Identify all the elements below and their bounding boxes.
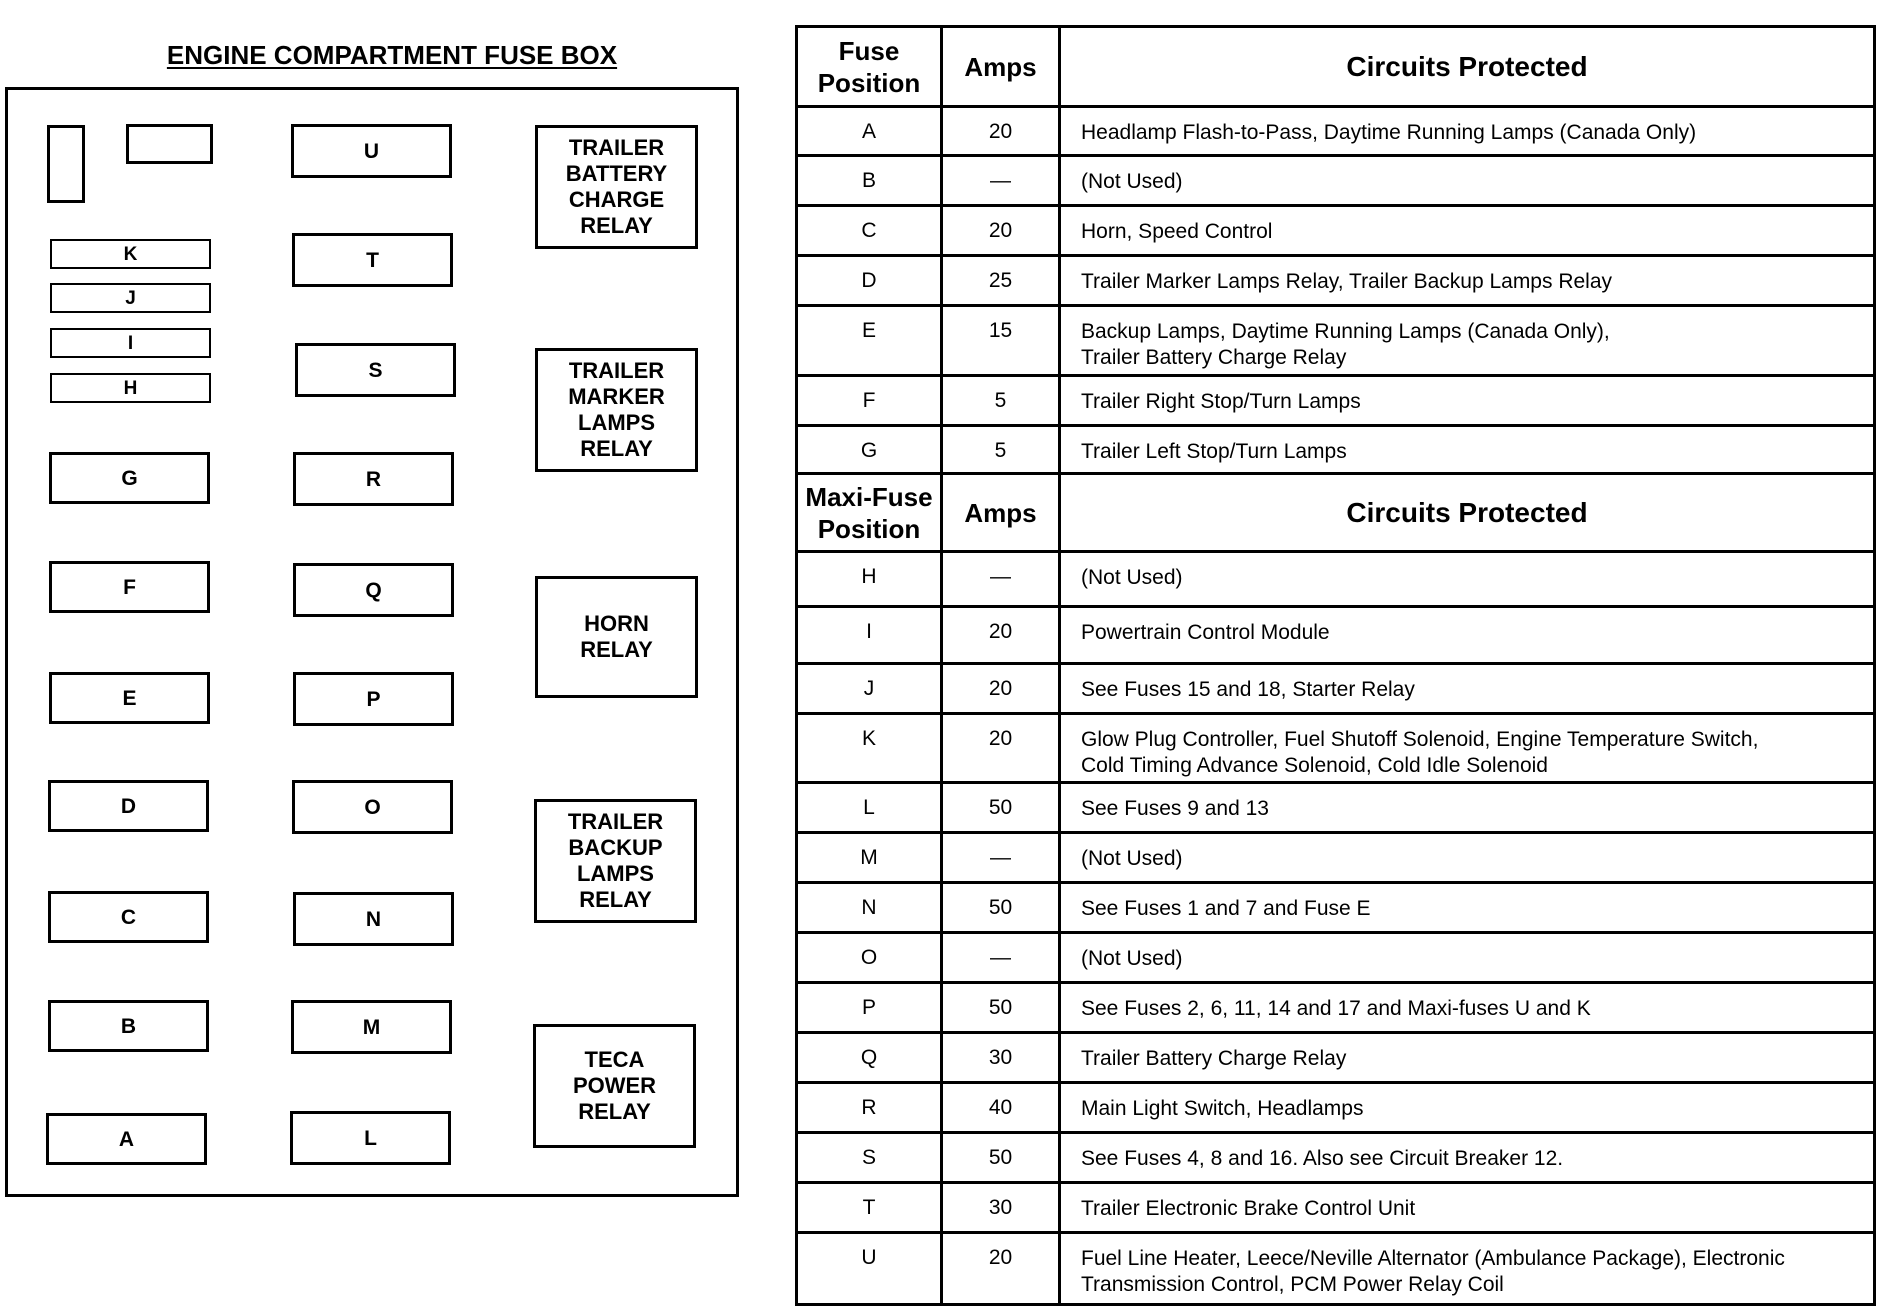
circuits-cell: (Not Used) bbox=[1060, 833, 1875, 883]
circuits-cell: Trailer Battery Charge Relay bbox=[1060, 1033, 1875, 1083]
table-row bbox=[797, 714, 1875, 783]
fuse-slot-c: C bbox=[48, 891, 209, 943]
relay-trailer-marker-lamps: TRAILER MARKER LAMPS RELAY bbox=[535, 348, 698, 472]
spare-slot-horizontal bbox=[126, 124, 213, 164]
amps-cell: — bbox=[942, 156, 1060, 206]
position-cell: A bbox=[797, 107, 942, 156]
fuse-slot-s: S bbox=[295, 343, 456, 397]
amps-cell: 50 bbox=[942, 983, 1060, 1033]
table-row bbox=[797, 306, 1875, 376]
position-cell: H bbox=[797, 552, 942, 607]
fuse-slot-d: D bbox=[48, 780, 209, 832]
table-row bbox=[797, 1133, 1875, 1183]
fuse-slot-o: O bbox=[292, 780, 453, 834]
fuse-slot-k: K bbox=[50, 239, 211, 269]
table-row bbox=[797, 256, 1875, 306]
circuits-cell: Powertrain Control Module bbox=[1060, 607, 1875, 664]
position-cell: T bbox=[797, 1183, 942, 1233]
header-circuits-protected: Circuits Protected bbox=[1060, 474, 1875, 552]
fuse-slot-e: E bbox=[49, 672, 210, 724]
amps-cell: 5 bbox=[942, 376, 1060, 426]
circuits-cell: See Fuses 2, 6, 11, 14 and 17 and Maxi-fuses U and K bbox=[1060, 983, 1875, 1033]
fuse-slot-f: F bbox=[49, 561, 210, 613]
fuse-table-header bbox=[797, 27, 1875, 107]
table-row bbox=[797, 156, 1875, 206]
table-row bbox=[797, 1183, 1875, 1233]
table-row bbox=[797, 983, 1875, 1033]
table-row bbox=[797, 1033, 1875, 1083]
amps-cell: 20 bbox=[942, 664, 1060, 714]
fuse-slot-m: M bbox=[291, 1000, 452, 1054]
spare-slot-vertical bbox=[47, 125, 85, 203]
fuse-slot-n: N bbox=[293, 892, 454, 946]
position-cell: K bbox=[797, 714, 942, 783]
fuse-slot-a: A bbox=[46, 1113, 207, 1165]
position-cell: G bbox=[797, 426, 942, 474]
table-row bbox=[797, 107, 1875, 156]
position-cell: S bbox=[797, 1133, 942, 1183]
fuse-slot-b: B bbox=[48, 1000, 209, 1052]
amps-cell: 5 bbox=[942, 426, 1060, 474]
amps-cell: 20 bbox=[942, 607, 1060, 664]
amps-cell: 20 bbox=[942, 206, 1060, 256]
circuits-cell: See Fuses 15 and 18, Starter Relay bbox=[1060, 664, 1875, 714]
table-row bbox=[797, 1233, 1875, 1305]
position-cell: F bbox=[797, 376, 942, 426]
amps-cell: 20 bbox=[942, 1233, 1060, 1305]
relay-trailer-backup-lamps: TRAILER BACKUP LAMPS RELAY bbox=[534, 799, 697, 923]
header-amps: Amps bbox=[942, 474, 1060, 552]
table-row bbox=[797, 376, 1875, 426]
table-row bbox=[797, 206, 1875, 256]
circuits-cell: Trailer Electronic Brake Control Unit bbox=[1060, 1183, 1875, 1233]
amps-cell: 30 bbox=[942, 1033, 1060, 1083]
fuse-slot-u: U bbox=[291, 124, 452, 178]
maxi-table-header bbox=[797, 474, 1875, 552]
circuits-cell: (Not Used) bbox=[1060, 552, 1875, 607]
circuits-cell: Trailer Left Stop/Turn Lamps bbox=[1060, 426, 1875, 474]
relay-teca-power: TECA POWER RELAY bbox=[533, 1024, 696, 1148]
amps-cell: 50 bbox=[942, 1133, 1060, 1183]
circuits-cell: Trailer Marker Lamps Relay, Trailer Backup Lamps Relay bbox=[1060, 256, 1875, 306]
fuse-slot-l: L bbox=[290, 1111, 451, 1165]
fuse-table bbox=[795, 25, 1876, 1306]
amps-cell: 30 bbox=[942, 1183, 1060, 1233]
header-amps: Amps bbox=[942, 27, 1060, 107]
position-cell: L bbox=[797, 783, 942, 833]
fuse-slot-i: I bbox=[50, 328, 211, 358]
amps-cell: — bbox=[942, 933, 1060, 983]
table-row bbox=[797, 664, 1875, 714]
amps-cell: — bbox=[942, 833, 1060, 883]
circuits-cell: See Fuses 4, 8 and 16. Also see Circuit Breaker 12. bbox=[1060, 1133, 1875, 1183]
position-cell: N bbox=[797, 883, 942, 933]
circuits-cell: Trailer Right Stop/Turn Lamps bbox=[1060, 376, 1875, 426]
fuse-slot-p: P bbox=[293, 672, 454, 726]
header-maxi-fuse-position: Maxi-Fuse Position bbox=[797, 474, 942, 552]
position-cell: U bbox=[797, 1233, 942, 1305]
table-row bbox=[797, 933, 1875, 983]
table-row bbox=[797, 607, 1875, 664]
circuits-cell: (Not Used) bbox=[1060, 933, 1875, 983]
fuse-slot-g: G bbox=[49, 452, 210, 504]
fuse-slot-t: T bbox=[292, 233, 453, 287]
fuse-slot-q: Q bbox=[293, 563, 454, 617]
header-circuits-protected: Circuits Protected bbox=[1060, 27, 1875, 107]
position-cell: J bbox=[797, 664, 942, 714]
circuits-cell: Main Light Switch, Headlamps bbox=[1060, 1083, 1875, 1133]
table-row bbox=[797, 883, 1875, 933]
table-row bbox=[797, 1083, 1875, 1133]
position-cell: I bbox=[797, 607, 942, 664]
amps-cell: 40 bbox=[942, 1083, 1060, 1133]
position-cell: R bbox=[797, 1083, 942, 1133]
amps-cell: 50 bbox=[942, 783, 1060, 833]
position-cell: B bbox=[797, 156, 942, 206]
amps-cell: 15 bbox=[942, 306, 1060, 376]
amps-cell: 20 bbox=[942, 714, 1060, 783]
diagram-title: ENGINE COMPARTMENT FUSE BOX bbox=[166, 40, 618, 70]
circuits-cell: Headlamp Flash-to-Pass, Daytime Running Lamps (Canada Only) bbox=[1060, 107, 1875, 156]
amps-cell: — bbox=[942, 552, 1060, 607]
circuits-cell: Glow Plug Controller, Fuel Shutoff Solenoid, Engine Temperature Switch, Cold Timing Advance Solenoid, Cold Idle Solenoid bbox=[1060, 714, 1875, 783]
position-cell: O bbox=[797, 933, 942, 983]
circuits-cell: See Fuses 9 and 13 bbox=[1060, 783, 1875, 833]
position-cell: C bbox=[797, 206, 942, 256]
fuse-slot-j: J bbox=[50, 283, 211, 313]
table-row bbox=[797, 552, 1875, 607]
circuits-cell: Backup Lamps, Daytime Running Lamps (Canada Only), Trailer Battery Charge Relay bbox=[1060, 306, 1875, 376]
fuse-slot-r: R bbox=[293, 452, 454, 506]
circuits-cell: Fuel Line Heater, Leece/Neville Alternator (Ambulance Package), Electronic Transmission Control, PCM Power Relay Coil bbox=[1060, 1233, 1875, 1305]
relay-trailer-battery-charge: TRAILER BATTERY CHARGE RELAY bbox=[535, 125, 698, 249]
header-fuse-position: Fuse Position bbox=[797, 27, 942, 107]
circuits-cell: See Fuses 1 and 7 and Fuse E bbox=[1060, 883, 1875, 933]
position-cell: Q bbox=[797, 1033, 942, 1083]
fuse-table-body bbox=[797, 27, 1875, 1305]
fuse-slot-h: H bbox=[50, 373, 211, 403]
position-cell: P bbox=[797, 983, 942, 1033]
amps-cell: 20 bbox=[942, 107, 1060, 156]
relay-horn: HORN RELAY bbox=[535, 576, 698, 698]
amps-cell: 50 bbox=[942, 883, 1060, 933]
position-cell: E bbox=[797, 306, 942, 376]
amps-cell: 25 bbox=[942, 256, 1060, 306]
circuits-cell: Horn, Speed Control bbox=[1060, 206, 1875, 256]
table-row bbox=[797, 783, 1875, 833]
position-cell: D bbox=[797, 256, 942, 306]
circuits-cell: (Not Used) bbox=[1060, 156, 1875, 206]
position-cell: M bbox=[797, 833, 942, 883]
table-row bbox=[797, 833, 1875, 883]
table-row bbox=[797, 426, 1875, 474]
